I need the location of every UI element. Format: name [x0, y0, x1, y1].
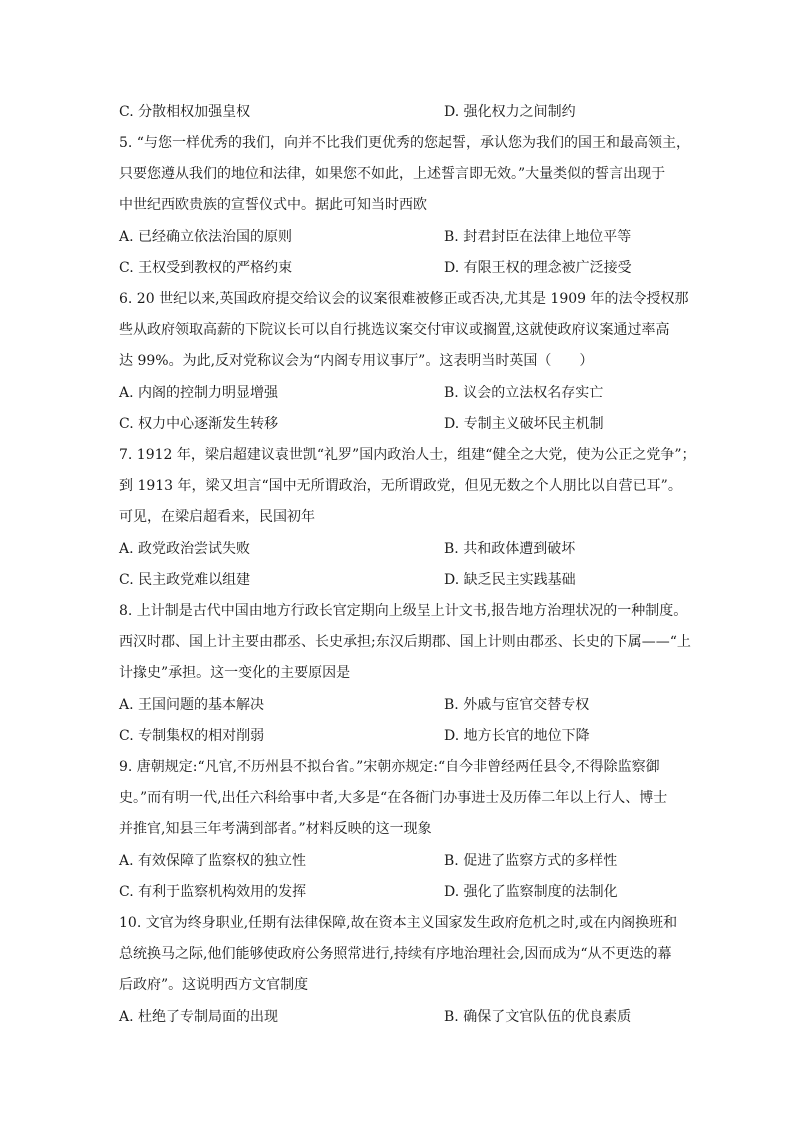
- q9-option-c: C. 有利于监察机构效用的发挥: [119, 884, 307, 900]
- q5-stem-line-3: 中世纪西欧贵族的宣誓仪式中。据此可知当时西欧: [119, 197, 427, 213]
- q10-option-a: A. 杜绝了专制局面的出现: [119, 1009, 279, 1025]
- q5-option-a: A. 已经确立依法治国的原则: [119, 229, 293, 245]
- q6-option-a: A. 内阁的控制力明显增强: [119, 385, 279, 401]
- q5-stem-line-2: 只要您遵从我们的地位和法律，如果您不如此，上述誓言即无效。”大量类似的誓言出现于: [119, 166, 666, 182]
- q5-option-c: C. 王权受到教权的严格约束: [119, 260, 293, 276]
- q7-option-a: A. 政党政治尝试失败: [119, 541, 251, 557]
- q8-stem-line-3: 计掾史”承担。这一变化的主要原因是: [119, 665, 351, 681]
- q6-stem-line-3: 达 99%。为此,反对党称议会为“内阁专用议事厅”。这表明当时英国（ ）: [119, 353, 594, 369]
- q10-stem-line-2: 总统换马之际,他们能够使政府公务照常进行,持续有序地治理社会,因而成为“从不更迭的幕: [119, 946, 672, 962]
- q9-stem-line-2: 史。”而有明一代,出任六科给事中者,大多是“在各衙门办事进士及历俸二年以上行人、博士: [119, 790, 668, 806]
- q9-stem-line-1: 9. 唐朝规定:“凡官,不历州县不拟台省。”宋朝亦规定:“自今非曾经两任县令,不得除监察御: [119, 759, 660, 775]
- q8-option-d: D. 地方长官的地位下降: [444, 728, 590, 744]
- q6-option-d: D. 专制主义破坏民主机制: [444, 416, 604, 432]
- q6-option-c: C. 权力中心逐渐发生转移: [119, 416, 279, 432]
- q8-option-b: B. 外戚与宦官交替专权: [444, 697, 590, 713]
- q7-option-c: C. 民主政党难以组建: [119, 572, 251, 588]
- q8-stem-line-2: 西汉时郡、国上计主要由郡丞、长史承担;东汉后期郡、国上计则由郡丞、长史的下属——“上: [119, 634, 691, 650]
- q8-option-c: C. 专制集权的相对削弱: [119, 728, 265, 744]
- q7-stem-line-3: 可见，在梁启超看来，民国初年: [119, 509, 315, 525]
- q6-stem-line-2: 些从政府领取高薪的下院议长可以自行挑选议案交付审议或搁置,这就使政府议案通过率高: [119, 322, 670, 338]
- q6-stem-line-1: 6. 20 世纪以来,英国政府提交给议会的议案很难被修正或否决,尤其是 1909 年的法令授权那: [119, 291, 689, 307]
- q7-option-d: D. 缺乏民主实践基础: [444, 572, 576, 588]
- q7-stem-line-1: 7. 1912 年，梁启超建议袁世凯“礼罗”国内政治人士，组建“健全之大党，使为公正之党争”；: [119, 447, 696, 463]
- q4-option-c: C. 分散相权加强皇权: [119, 104, 251, 120]
- q7-stem-line-2: 到 1913 年，梁又坦言“国中无所谓政治，无所谓政党，但见无数之个人朋比以自营已耳”。: [119, 478, 682, 494]
- q4-option-d: D. 强化权力之间制约: [444, 104, 576, 120]
- q5-option-d: D. 有限王权的理念被广泛接受: [444, 260, 632, 276]
- q5-stem-line-1: 5. “与您一样优秀的我们，向并不比我们更优秀的您起誓，承认您为我们的国王和最高领主，: [119, 135, 690, 151]
- q9-option-b: B. 促进了监察方式的多样性: [444, 853, 618, 869]
- q10-stem-line-1: 10. 文官为终身职业,任期有法律保障,故在资本主义国家发生政府危机之时,或在内阁换班和: [119, 915, 678, 931]
- q7-option-b: B. 共和政体遭到破坏: [444, 541, 576, 557]
- q6-option-b: B. 议会的立法权名存实亡: [444, 385, 604, 401]
- q10-stem-line-3: 后政府”。这说明西方文官制度: [119, 977, 309, 993]
- q9-option-d: D. 强化了监察制度的法制化: [444, 884, 618, 900]
- q5-option-b: B. 封君封臣在法律上地位平等: [444, 229, 632, 245]
- q10-option-b: B. 确保了文官队伍的优良素质: [444, 1009, 632, 1025]
- q8-stem-line-1: 8. 上计制是古代中国由地方行政长官定期向上级呈上计文书,报告地方治理状况的一种制度。: [119, 603, 688, 619]
- q9-stem-line-3: 并推官,知县三年考满到部者。”材料反映的这一现象: [119, 821, 432, 837]
- q9-option-a: A. 有效保障了监察权的独立性: [119, 853, 307, 869]
- q8-option-a: A. 王国问题的基本解决: [119, 697, 265, 713]
